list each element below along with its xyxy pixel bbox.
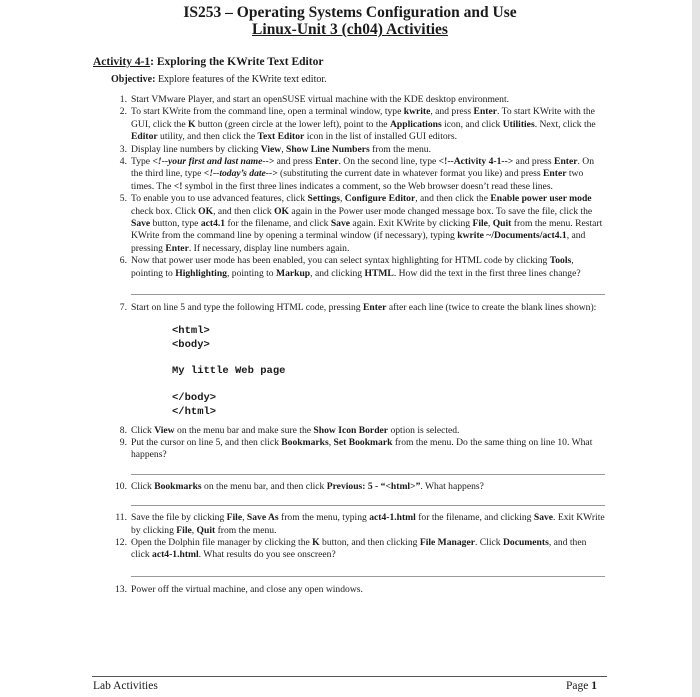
step-item [115,480,605,493]
step-text: (substituting the current date in whatever format you like) and press [277,168,544,180]
answer-line [131,505,605,506]
step-text: Show Icon Border [313,424,389,436]
footer-label: Lab Activities [93,680,158,692]
step-text: Save [131,218,151,230]
step-text: two times. The [131,168,584,192]
step-text: OK [198,205,214,217]
step-text: Settings [307,193,340,205]
step-text: kwrite ~/Documents/act4.1 [457,230,567,242]
step-text: <!--Activity 4-1--> [438,156,514,168]
step-text: Display line numbers by clicking [131,143,261,155]
step-text: Quit [196,524,216,536]
page-number-label: Page [566,680,592,692]
step-text: Quit [492,218,512,230]
page-title: IS253 – Operating Systems Configuration and Use [183,4,517,21]
step-text: . What results do you see onscreen? [198,549,336,561]
step-text: Highlighting [175,267,227,279]
page-number [566,680,597,692]
step-text: symbol in the first three lines indicates a comment, so the Web browser doesn’t read these lines. [182,180,553,192]
answer-line [131,576,605,577]
step-number: 10. [115,480,127,492]
activity-heading [93,56,323,68]
code-line: <body> [172,338,210,351]
code-line [172,352,700,365]
step-text: Type [131,156,153,168]
step-text: Tools [549,255,572,267]
step-item [115,512,605,537]
step-text: act4.1 [200,218,226,230]
step-text: <!--your first and last name--> [152,156,275,168]
step-text: on the menu bar, and then click [201,480,327,492]
step-text: Enter [543,168,567,180]
step-text: , and pressing [131,230,586,254]
step-text: for the filename, and clicking [415,512,534,524]
answer-line [131,474,605,475]
step-number: 8. [119,424,127,436]
step-text: Enter [362,302,387,314]
step-text: on the menu bar and make sure the [174,424,314,436]
step-text: Previous: 5 - “<html>” [326,480,421,492]
step-text: , and clicking [310,267,365,279]
step-text: <!--today’s date--> [203,168,278,180]
step-text: Save the file by clicking [131,512,227,524]
step-text: Enable power user mode [490,193,592,205]
step-text: from the menu. Do the same thing on line 10. What happens? [131,436,593,461]
step-text: Configure Editor [344,193,416,205]
step-text: To enable you to use advanced features, click [131,193,308,205]
objective-text: Explore features of the KWrite text editor. [155,74,327,85]
step-text: File [472,218,488,230]
answer-line [131,294,605,295]
step-text: Now that power user mode has been enabled, you can select syntax highlighting for HTML code by clicking [131,255,550,267]
step-text: , [487,218,493,230]
step-text: To start KWrite from the command line, open a terminal window, type [131,106,404,118]
step-text: Start VMware Player, and start an openSUSE virtual machine with the KDE desktop environment. [131,94,510,105]
step-text: Set Bookmark [333,436,393,448]
step-text: Show Line Numbers [286,143,370,155]
step-text: Power off the virtual machine, and close any open windows. [131,583,363,595]
step-item [119,436,605,462]
step-text: , and then click [213,205,275,217]
step-text: act4-1.html [369,512,416,524]
step-text: kwrite [403,106,431,118]
step-text: . What happens? [420,480,484,492]
step-text: icon, and click [441,118,503,130]
step-text: Save As [246,512,279,524]
step-text: , [340,193,345,205]
step-number: 13. [115,583,127,595]
step-text: option is selected. [388,424,460,436]
code-line [172,378,700,391]
step-text: Save [533,512,554,524]
step-text: Bookmarks [281,436,329,448]
step-text: OK [274,205,290,217]
step-text: File Manager [419,536,475,548]
step-text: and press [513,156,555,168]
code-line: <html> [172,324,210,337]
step-text: after each line (twice to create the blank lines shown): [386,302,597,314]
step-text: Open the Dolphin file manager by clicking the [131,536,313,548]
activity-title: : Exploring the KWrite Text Editor [150,56,324,68]
step-text: Click [131,424,155,436]
step-text: button, type [150,218,201,230]
activity-label: Activity 4-1 [93,56,151,68]
footer-divider [92,676,607,677]
step-number: 7. [119,302,127,314]
step-text: from the menu. Restart KWrite from the command line by opening a terminal window (if necessary), typing [131,218,603,242]
step-text: Put the cursor on line 5, and then click [131,436,282,448]
step-number: 2. [119,106,127,118]
page-subtitle: Linux-Unit 3 (ch04) Activities [252,21,448,38]
step-text: and press [274,156,316,168]
page-number-value: 1 [591,680,597,692]
step-text: K [188,118,196,130]
step-text: File [226,512,243,524]
step-text: . On the second line, type [338,156,439,168]
step-text: , and press [430,106,474,118]
step-text: View [260,143,282,155]
step-text: Documents [502,536,549,548]
step-text: again in the Power user mode changed message box. To save the file, click the [289,205,593,217]
step-text: . How did the text in the first three lines change? [393,267,581,279]
step-text: . Click [474,536,503,548]
step-text: , and then click [131,536,587,561]
step-number: 11. [115,512,127,524]
step-text: , and then click the [415,193,491,205]
step-text: Save [330,218,351,230]
step-text: icon in the list of installed GUI editors. [304,131,457,143]
step-text: . On the third line, type [131,156,595,180]
step-number: 3. [119,143,127,155]
step-text: . Next, click the [534,118,596,130]
code-line: My little Web page [172,365,286,377]
step-text: button, and then clicking [319,536,420,548]
steps-list [0,94,700,596]
step-item [115,536,605,562]
step-item [119,302,605,314]
step-text: from the menu. [215,524,277,536]
step-text: , [281,143,286,155]
step-text: from the menu, typing [278,512,370,524]
step-text: . Exit KWrite by clicking [131,512,605,536]
step-text: Utilities [502,118,535,130]
step-number: 1. [119,94,127,105]
step-text: View [154,424,175,436]
step-text: , pointing to [226,267,277,279]
step-item [119,143,605,156]
step-text: Start on line 5 and type the following HTML code, pressing [131,302,363,314]
step-text: <! [173,180,183,192]
step-text: Text Editor [257,131,305,143]
step-text: Bookmarks [154,480,202,492]
step-text: from the menu. [369,143,431,155]
step-text: HTML [364,267,394,279]
objective [111,74,327,85]
code-line: </body> [172,391,217,404]
step-text: Enter [165,242,189,254]
step-item [119,106,605,143]
step-item [119,156,605,193]
step-text: Enter [473,106,497,118]
step-text: Click [131,480,155,492]
step-number: 6. [119,255,127,267]
step-number: 4. [119,156,127,168]
html-code-block [172,324,700,419]
step-number: 12. [115,536,127,548]
step-text: , [191,524,197,536]
step-text: again. Exit KWrite by clicking [350,218,473,230]
step-item [119,255,605,280]
step-text: act4-1.html [152,549,199,561]
step-text: . To start KWrite with the GUI, click the [131,106,595,130]
objective-label: Objective: [111,74,156,85]
step-text: , pointing to [131,255,574,279]
code-line: </html> [172,405,217,418]
step-number: 9. [119,436,127,448]
step-text: Enter [554,156,578,168]
step-text: K [312,536,320,548]
step-text: Enter [315,156,339,168]
step-item [119,424,605,437]
step-item [119,94,605,106]
step-text: Editor [131,131,158,143]
step-number: 5. [119,193,127,205]
step-text: utility, and then click the [157,131,258,143]
step-text: for the filename, and click [225,218,331,230]
step-text: , [242,512,247,524]
step-item [115,583,605,596]
step-text: , [328,436,334,448]
step-text: File [176,524,192,536]
step-text: button (green circle at the lower left), point to the [195,118,390,130]
step-text: . If necessary, display line numbers again. [188,242,350,254]
step-item [119,193,605,255]
step-text: Markup [276,267,311,279]
step-text: check box. Click [131,205,199,217]
step-text: Applications [389,118,442,130]
